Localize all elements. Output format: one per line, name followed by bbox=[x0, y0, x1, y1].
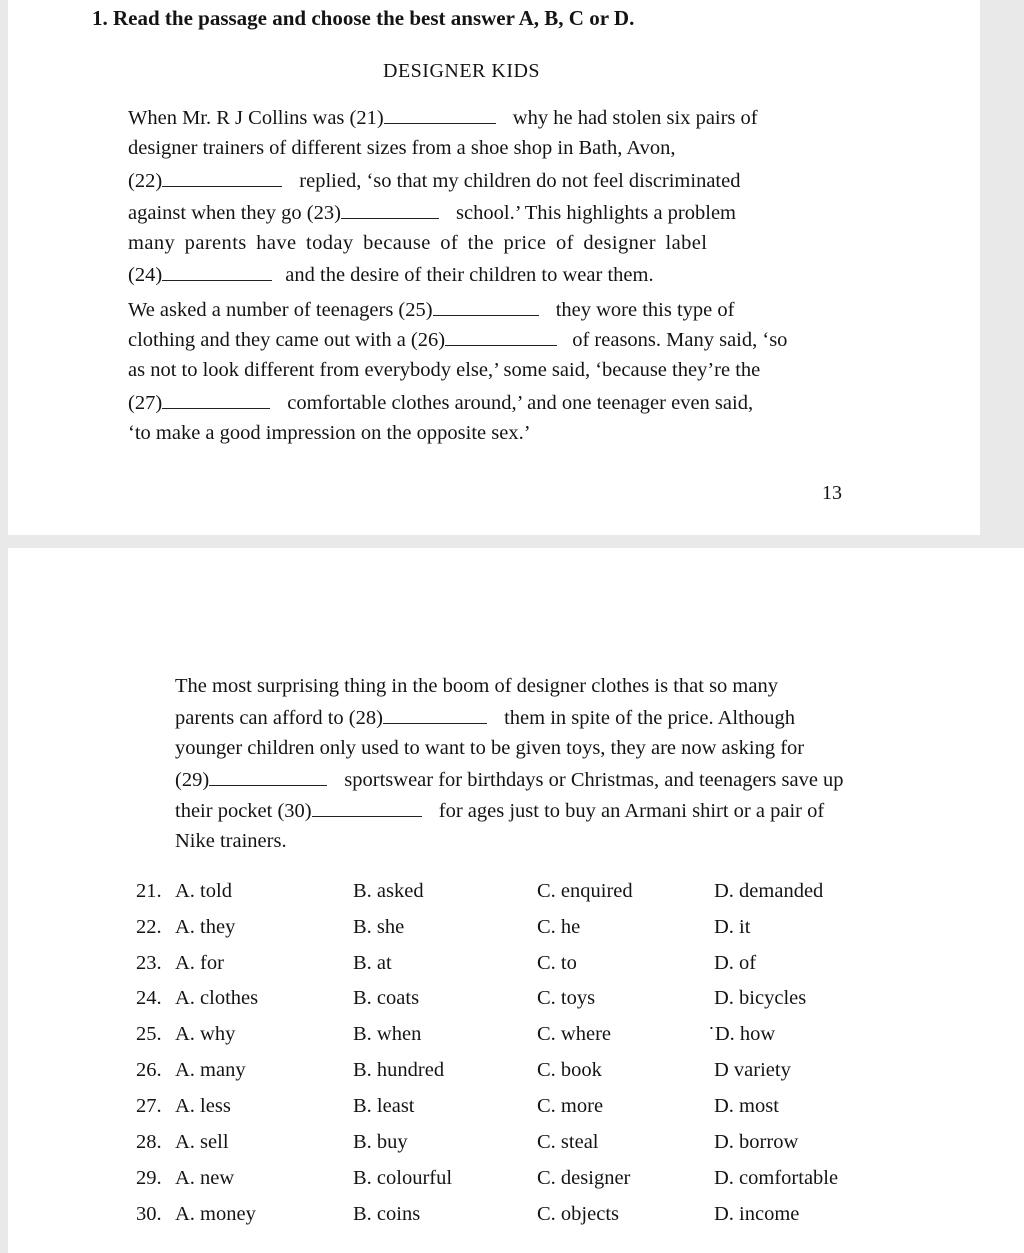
option-c: C. toys bbox=[537, 987, 596, 1009]
passage-line bbox=[175, 798, 895, 823]
option-b: B. coats bbox=[353, 987, 420, 1009]
passage-line bbox=[128, 327, 851, 352]
passage-line bbox=[175, 705, 895, 730]
blank-27 bbox=[162, 390, 270, 409]
blank-21 bbox=[384, 105, 496, 124]
option-b: B. coins bbox=[353, 1203, 421, 1225]
option-c: C. steal bbox=[537, 1131, 599, 1153]
blank-23 bbox=[341, 200, 439, 219]
text-segment: We asked a number of teenagers (25) bbox=[128, 299, 433, 321]
passage-line bbox=[128, 262, 851, 287]
option-a: A. new bbox=[175, 1167, 235, 1189]
option-d: D. borrow bbox=[714, 1131, 799, 1153]
question-row bbox=[8, 1131, 1024, 1159]
question-row bbox=[8, 1059, 1024, 1087]
passage-line bbox=[128, 105, 851, 130]
instruction: 1. Read the passage and choose the best answer A, B, C or D. bbox=[92, 6, 635, 30]
text-segment: of reasons. Many said, ‘so bbox=[572, 329, 788, 351]
question-number: 21. bbox=[136, 880, 162, 902]
option-d: D. it bbox=[714, 916, 751, 938]
passage-line bbox=[175, 829, 895, 853]
passage-line bbox=[128, 200, 851, 225]
blank-26 bbox=[445, 327, 557, 346]
blank-30 bbox=[312, 798, 422, 817]
passage-line bbox=[128, 421, 851, 445]
text-segment: Nike trainers. bbox=[175, 830, 287, 852]
question-row bbox=[8, 916, 1024, 944]
option-c: C. enquired bbox=[537, 880, 633, 902]
text-segment: designer trainers of different sizes from a shoe shop in Bath, Avon, bbox=[128, 137, 676, 159]
option-a: A. told bbox=[175, 880, 232, 902]
passage-line bbox=[175, 674, 895, 698]
passage-line bbox=[128, 390, 851, 415]
text-segment: (27) bbox=[128, 392, 163, 414]
option-d: D. comfortable bbox=[714, 1167, 839, 1189]
option-b: B. asked bbox=[353, 880, 424, 902]
question-number: 26. bbox=[136, 1059, 162, 1081]
blank-22 bbox=[162, 168, 282, 187]
text-segment: many parents have today because of the price of designer label bbox=[128, 232, 708, 254]
question-number: 27. bbox=[136, 1095, 162, 1117]
question-number: 23. bbox=[136, 952, 162, 974]
question-row bbox=[8, 1023, 1024, 1051]
text-segment: replied, ‘so that my children do not feel discriminated bbox=[299, 170, 741, 192]
text-segment: younger children only used to want to be given toys, they are now asking for bbox=[175, 737, 805, 759]
option-b: B. she bbox=[353, 916, 405, 938]
question-row bbox=[8, 1095, 1024, 1123]
question-row bbox=[8, 1167, 1024, 1195]
option-a: A. less bbox=[175, 1095, 231, 1117]
option-a: A. money bbox=[175, 1203, 256, 1225]
question-number: 28. bbox=[136, 1131, 162, 1153]
option-d: ˙D. how bbox=[708, 1023, 776, 1045]
option-c: C. book bbox=[537, 1059, 602, 1081]
option-d: D. of bbox=[714, 952, 757, 974]
page-number: 13 bbox=[822, 482, 842, 504]
text-segment: When Mr. R J Collins was (21) bbox=[128, 107, 384, 129]
option-a: A. for bbox=[175, 952, 224, 974]
text-segment: sportswear for birthdays or Christmas, and teenagers save up bbox=[344, 769, 844, 791]
text-segment: their pocket (30) bbox=[175, 800, 312, 822]
passage-line bbox=[175, 736, 895, 760]
passage-line bbox=[128, 297, 851, 322]
option-b: B. buy bbox=[353, 1131, 408, 1153]
passage-line bbox=[175, 767, 895, 792]
page-top bbox=[8, 0, 980, 535]
blank-29 bbox=[209, 767, 327, 786]
text-segment: ‘to make a good impression on the opposite sex.’ bbox=[128, 422, 531, 444]
text-segment: as not to look different from everybody else,’ some said, ‘because they’re the bbox=[128, 359, 761, 381]
text-segment: (29) bbox=[175, 769, 210, 791]
question-row bbox=[8, 952, 1024, 980]
text-segment: against when they go (23) bbox=[128, 202, 341, 224]
text-segment: clothing and they came out with a (26) bbox=[128, 329, 446, 351]
text-segment: for ages just to buy an Armani shirt or a pair of bbox=[438, 800, 825, 822]
option-d: D. demanded bbox=[714, 880, 824, 902]
question-number: 25. bbox=[136, 1023, 162, 1045]
passage-line bbox=[128, 358, 851, 382]
blank-25 bbox=[433, 297, 539, 316]
text-segment: (24) bbox=[128, 264, 163, 286]
question-number: 24. bbox=[136, 987, 162, 1009]
passage-line bbox=[128, 136, 851, 160]
option-b: B. hundred bbox=[353, 1059, 445, 1081]
text-segment: The most surprising thing in the boom of designer clothes is that so many bbox=[175, 675, 778, 697]
passage-line bbox=[128, 231, 851, 255]
question-row bbox=[8, 1203, 1024, 1231]
option-a: A. many bbox=[175, 1059, 246, 1081]
option-b: B. when bbox=[353, 1023, 422, 1045]
option-a: A. sell bbox=[175, 1131, 229, 1153]
text-segment: (22) bbox=[128, 170, 163, 192]
question-number: 29. bbox=[136, 1167, 162, 1189]
passage-title: DESIGNER KIDS bbox=[383, 60, 541, 82]
text-segment: and the desire of their children to wear them. bbox=[285, 264, 654, 286]
option-d: D. most bbox=[714, 1095, 779, 1117]
option-c: C. more bbox=[537, 1095, 604, 1117]
option-a: A. why bbox=[175, 1023, 236, 1045]
option-d: D. income bbox=[714, 1203, 800, 1225]
option-c: C. to bbox=[537, 952, 577, 974]
page-bottom bbox=[8, 548, 1024, 1253]
text-segment: comfortable clothes around,’ and one teenager even said, bbox=[287, 392, 754, 414]
option-c: C. he bbox=[537, 916, 581, 938]
option-b: B. at bbox=[353, 952, 392, 974]
blank-28 bbox=[383, 705, 487, 724]
question-row bbox=[8, 987, 1024, 1015]
option-a: A. clothes bbox=[175, 987, 259, 1009]
text-segment: they wore this type of bbox=[555, 299, 735, 321]
option-b: B. colourful bbox=[353, 1167, 453, 1189]
option-b: B. least bbox=[353, 1095, 415, 1117]
blank-24 bbox=[162, 262, 272, 281]
option-d: D. bicycles bbox=[714, 987, 807, 1009]
text-segment: them in spite of the price. Although bbox=[504, 707, 796, 729]
option-a: A. they bbox=[175, 916, 236, 938]
question-number: 30. bbox=[136, 1203, 162, 1225]
option-d: D variety bbox=[714, 1059, 791, 1081]
option-c: C. designer bbox=[537, 1167, 631, 1189]
text-segment: why he had stolen six pairs of bbox=[512, 107, 758, 129]
question-row bbox=[8, 880, 1024, 908]
option-c: C. where bbox=[537, 1023, 612, 1045]
text-segment: parents can afford to (28) bbox=[175, 707, 383, 729]
option-c: C. objects bbox=[537, 1203, 619, 1225]
passage-line bbox=[128, 168, 851, 193]
text-segment: school.’ This highlights a problem bbox=[456, 202, 736, 224]
question-number: 22. bbox=[136, 916, 162, 938]
